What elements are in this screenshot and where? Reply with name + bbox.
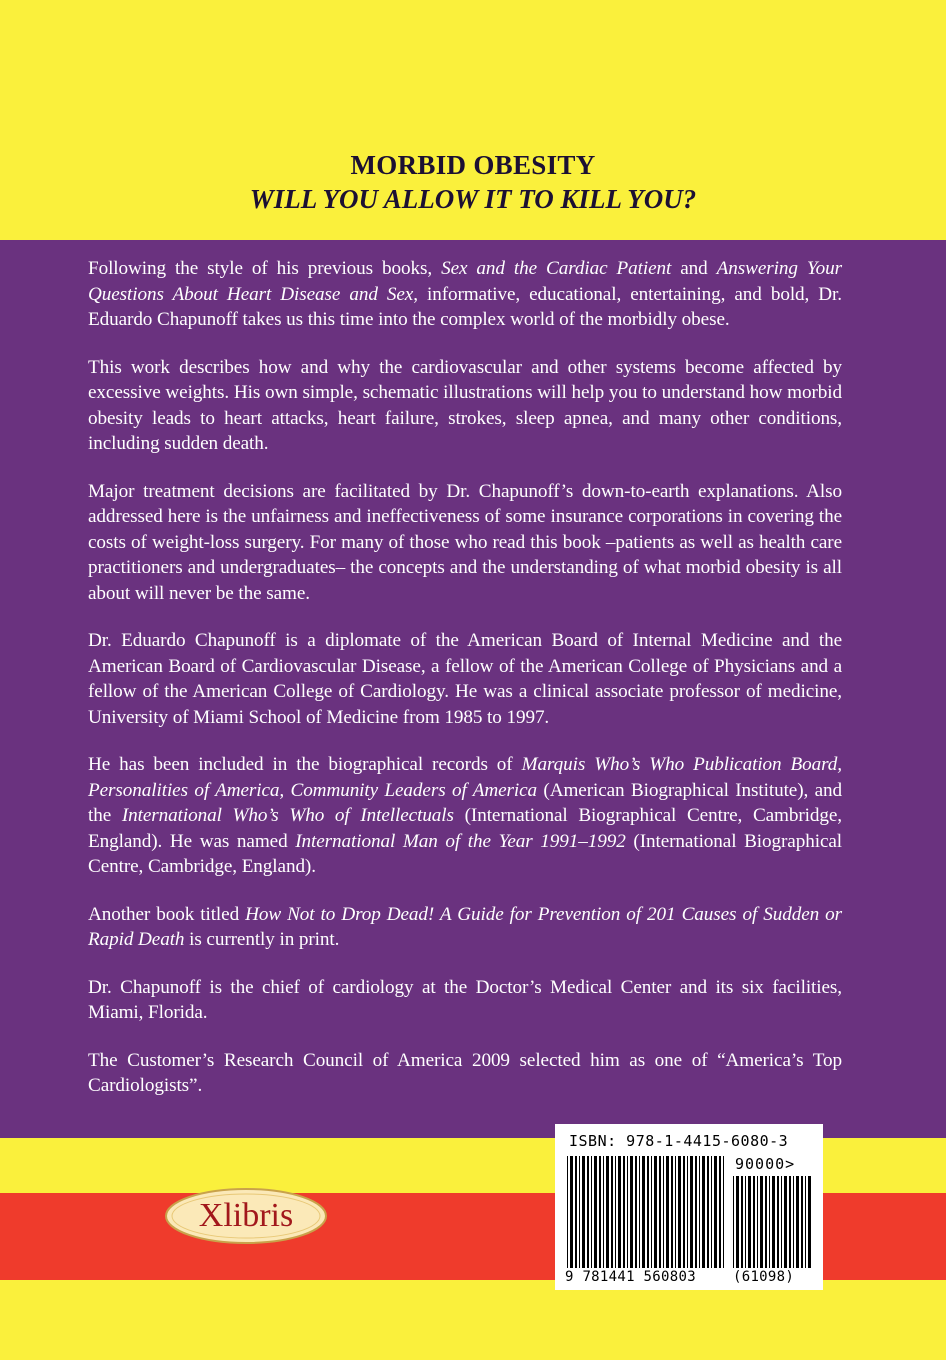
logo-text: Xlibris [198, 1197, 294, 1234]
blurb-paragraph-6 [88, 902, 842, 953]
blurb-paragraph-4: Dr. Eduardo Chapunoff is a diplomate of the American Board of Internal Medicine and the American Board of Cardiovascular Disease, a fellow of the American College of Physicians and a fellow of the American College of Cardiology. He was a clinical associate professor of medicine, University of Miami School of Medicine from 1985 to 1997. [88, 630, 842, 728]
p5-text-e: (International Biographical Centre, Cambridge, England). He was named [88, 805, 843, 852]
blurb-text [88, 256, 842, 1121]
title-main: MORBID OBESITY [350, 150, 596, 180]
blurb-paragraph-5 [88, 752, 842, 880]
blurb-panel [0, 240, 946, 1138]
p6-book-title: How Not to Drop Dead! A Guide for Prevention of 201 Causes of Sudden or Rapid Death [88, 903, 842, 950]
blurb-paragraph-8: The Customer’s Research Council of America 2009 selected him as one of “America’s Top Cardiologists”. [88, 1049, 842, 1096]
p1-text-a: Following the style of his previous books, [88, 258, 442, 279]
back-cover-title [0, 148, 946, 216]
isbn-barcode [555, 1124, 823, 1290]
title-subtitle: WILL YOU ALLOW IT TO KILL YOU? [249, 184, 697, 214]
blurb-paragraph-1 [88, 256, 842, 333]
p1-text-e: , informative, educational, entertaining, and bold, Dr. Eduardo Chapunoff takes us this time into the complex world of the morbidly obese. [88, 283, 842, 330]
publisher-logo [162, 1185, 330, 1247]
blurb-paragraph-2: This work describes how and why the cardiovascular and other systems become affected by excessive weights. His own simple, schematic illustrations will help you to understand how morbid obesity leads to heart attacks, heart failure, strokes, sleep apnea, and many other conditions, including sudden death. [88, 356, 842, 454]
p5-man-of-year: International Man of the Year 1991–1992 [295, 830, 626, 852]
p5-text-a: He has been included in the biographical records of [88, 754, 522, 775]
p6-text-a: Another book titled [88, 903, 246, 925]
barcode-addon-digits: (61098) [733, 1269, 795, 1285]
blurb-paragraph-3: Major treatment decisions are facilitated by Dr. Chapunoff’s down-to-earth explanations. Also addressed here is the unfairness and ineffectiveness of some insurance corporations in covering the costs of weight-loss surgery. For many of those who read this book –patients as well as health care practitioners and undergraduates– the concepts and the understanding of what morbid obesity is all about will never be the same. [88, 480, 842, 604]
p5-records-list: Marquis Who’s Who Publication Board, Personalities of America, Community Leaders of America [88, 754, 842, 801]
addon-barcode-bars [733, 1176, 811, 1268]
p1-book-title-1: Sex and the Cardiac Patient [441, 258, 672, 279]
barcode-digits: 9 781441 560803 [565, 1269, 696, 1285]
p6-text-c: is currently in print. [184, 929, 340, 950]
blurb-paragraph-7: Dr. Chapunoff is the chief of cardiology at the Doctor’s Medical Center and its six facilities, Miami, Florida. [88, 976, 842, 1023]
main-barcode-bars [567, 1156, 727, 1268]
p5-text-g: (International Biographical Centre, Cambridge, England). [88, 830, 843, 877]
isbn-number: ISBN: 978-1-4415-6080-3 [569, 1132, 789, 1150]
price-addon-code: 90000> [735, 1155, 796, 1173]
p1-book-title-2: Answering Your Questions About Heart Disease and Sex [88, 258, 842, 305]
p5-text-c: (American Biographical Institute), and the [88, 779, 842, 826]
p1-text-c: and [671, 258, 717, 279]
p5-intellectuals: International Who’s Who of Intellectuals [121, 805, 454, 826]
